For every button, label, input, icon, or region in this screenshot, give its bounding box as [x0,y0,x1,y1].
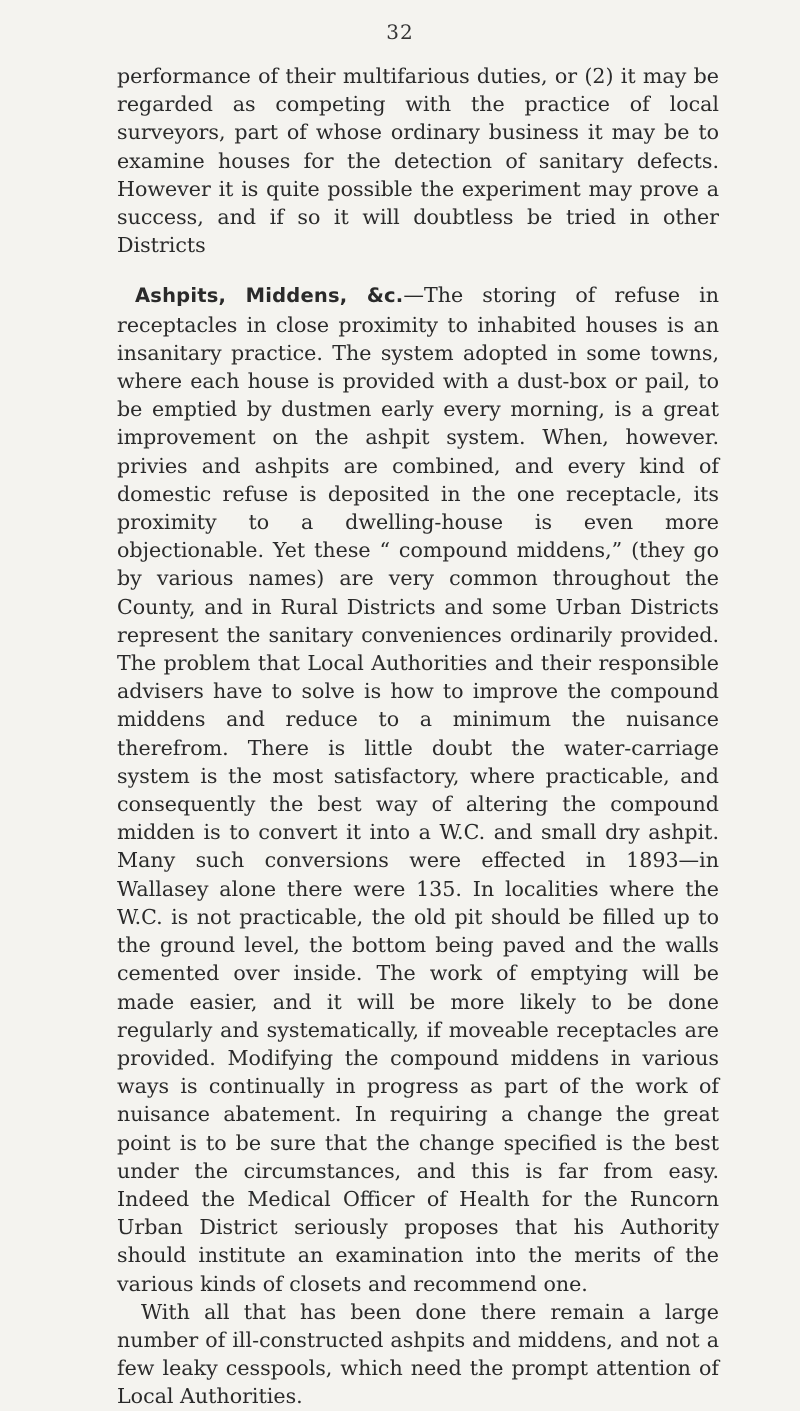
paragraph-continuation: performance of their multifarious duties, or (2) it may be regarded as competing with the practice of local surveyors, part of whose ordinary business it may be to examine houses for the detection of sanitary defects. However it is quite possible the experiment may prove a success, and if so it will doubtless be tried in other Districts [117,64,719,258]
paragraph-ashpits-body: —The storing of refuse in receptacles in close proximity to inhabited houses is an insanitary practice. The system adopted in some towns, where each house is provided with a dust-box or pail, to be emptied by dustmen early every morning, is a great improvement on the ashpit system. When, however. privies and ashpits are combined, and every kind of domestic refuse is deposited in the one receptacle, its proximity to a dwelling-house is even more objectionable. Yet these “ compound middens,” (they go by various names) are very common throughout the County, and in Rural Districts and some Urban Districts represent the sanitary conveniences ordinarily provided. The problem that Local Authorities and their responsible advisers have to solve is how to improve the compound middens and reduce to a minimum the nuisance therefrom. There is little doubt the water-carriage system is the most satisfactory, where practicable, and consequently the best way of altering the compound midden is to convert it into a W.C. and small dry ashpit. Many such conversions were effected in 1893—in Wallasey alone there were 135. In localities where the W.C. is not practicable, the old pit should be filled up to the ground level, the bottom being paved and the walls cemented over inside. The work of emptying will be made easier, and it will be more likely to be done regularly and systematically, if moveable receptacles are provided. Modifying the compound middens in various ways is continually in progress as part of the work of nuisance abatement. In requiring a change the great point is to be sure that the change specified is the best under the circumstances, and this is far from easy. Indeed the Medical Officer of Health for the Runcorn Urban District seriously proposes that his Authority should institute an examination into the merits of the various kinds of closets and recommend one. [117,283,719,1296]
section-heading: Ashpits, Middens, &c. [135,284,404,308]
page-number: 32 [386,20,414,44]
paragraph-closing: With all that has been done there remain a large number of ill-constructed ashpits and middens, and not a few leaky cesspools, which need the prompt attention of Local Authorities. [117,1299,719,1409]
body-text [117,62,719,1411]
paragraph-ashpits [117,281,719,1297]
